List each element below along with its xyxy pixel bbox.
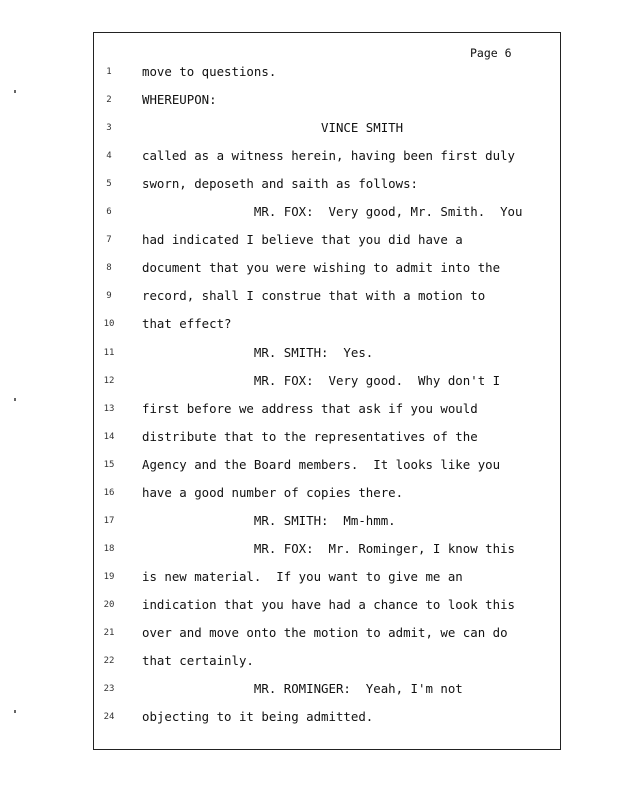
page-number: Page 6	[470, 46, 512, 60]
line-text: had indicated I believe that you did have a	[142, 232, 463, 248]
line-number: 20	[103, 599, 115, 610]
line-text: is new material. If you want to give me an	[142, 568, 463, 584]
transcript-line	[0, 541, 618, 561]
line-text: WHEREUPON:	[142, 92, 217, 108]
line-text: indication that you have had a chance to look this	[142, 596, 515, 612]
line-text: MR. ROMINGER: Yeah, I'm not	[142, 681, 463, 697]
transcript-line	[0, 120, 618, 140]
line-number: 1	[106, 67, 112, 77]
transcript-line	[0, 709, 618, 729]
transcript-line	[0, 513, 618, 533]
transcript-line	[0, 316, 618, 336]
scan-speck	[14, 90, 16, 93]
transcript-line	[0, 653, 618, 673]
line-text: MR. FOX: Very good, Mr. Smith. You	[142, 204, 523, 220]
transcript-line	[0, 429, 618, 449]
transcript-line	[0, 457, 618, 477]
line-text: move to questions.	[142, 64, 277, 79]
transcript-line	[0, 204, 618, 224]
line-number: 3	[106, 123, 112, 134]
transcript-line	[0, 485, 618, 505]
line-text: objecting to it being admitted.	[142, 709, 374, 725]
line-number: 23	[103, 684, 115, 695]
line-text: sworn, deposeth and saith as follows:	[142, 176, 419, 192]
line-number: 14	[103, 431, 115, 442]
line-number: 19	[103, 571, 115, 582]
line-text: MR. FOX: Very good. Why don't I	[142, 372, 501, 388]
line-number: 12	[103, 375, 115, 386]
line-text: first before we address that ask if you would	[142, 400, 478, 416]
line-number: 15	[103, 459, 115, 470]
line-number: 21	[103, 628, 115, 638]
line-number: 24	[103, 712, 115, 723]
transcript-line	[0, 64, 618, 84]
line-number: 22	[103, 656, 115, 667]
transcript-line	[0, 345, 618, 365]
line-text: MR. SMITH: Yes.	[142, 344, 374, 360]
line-number: 5	[106, 179, 112, 190]
transcript-line	[0, 373, 618, 393]
transcript-line	[0, 401, 618, 421]
transcript-line	[0, 260, 618, 280]
transcript-line	[0, 92, 618, 112]
transcript-line	[0, 232, 618, 252]
line-text: have a good number of copies there.	[142, 484, 404, 500]
line-text: that certainly.	[142, 653, 254, 669]
line-text: distribute that to the representatives of the	[142, 428, 478, 444]
transcript-line	[0, 148, 618, 168]
line-number: 16	[103, 487, 115, 498]
line-text: record, shall I construe that with a motion to	[142, 288, 486, 304]
line-text: Agency and the Board members. It looks like you	[142, 456, 501, 472]
transcript-line	[0, 288, 618, 308]
line-text: called as a witness herein, having been first duly	[142, 148, 515, 164]
line-number: 18	[103, 543, 115, 554]
line-text: document that you were wishing to admit into the	[142, 260, 501, 276]
line-text: over and move onto the motion to admit, we can do	[142, 625, 508, 640]
line-text: MR. FOX: Mr. Rominger, I know this	[142, 540, 515, 556]
transcript-line	[0, 569, 618, 589]
line-number: 11	[103, 347, 115, 358]
transcript-line	[0, 625, 618, 645]
line-number: 10	[103, 319, 115, 330]
line-text: that effect?	[142, 316, 232, 332]
line-number: 7	[106, 235, 112, 246]
line-number: 8	[106, 263, 112, 274]
transcript-line	[0, 597, 618, 617]
transcript-line	[0, 681, 618, 701]
line-number: 13	[103, 403, 115, 414]
transcript-line	[0, 176, 618, 196]
line-text: VINCE SMITH	[142, 120, 404, 136]
line-number: 9	[106, 291, 112, 302]
line-text: MR. SMITH: Mm-hmm.	[142, 512, 396, 528]
scan-speck	[14, 398, 16, 401]
line-number: 4	[106, 151, 112, 162]
line-number: 2	[106, 95, 112, 106]
scan-speck	[14, 710, 16, 713]
line-number: 17	[103, 515, 115, 526]
line-number: 6	[106, 207, 112, 218]
